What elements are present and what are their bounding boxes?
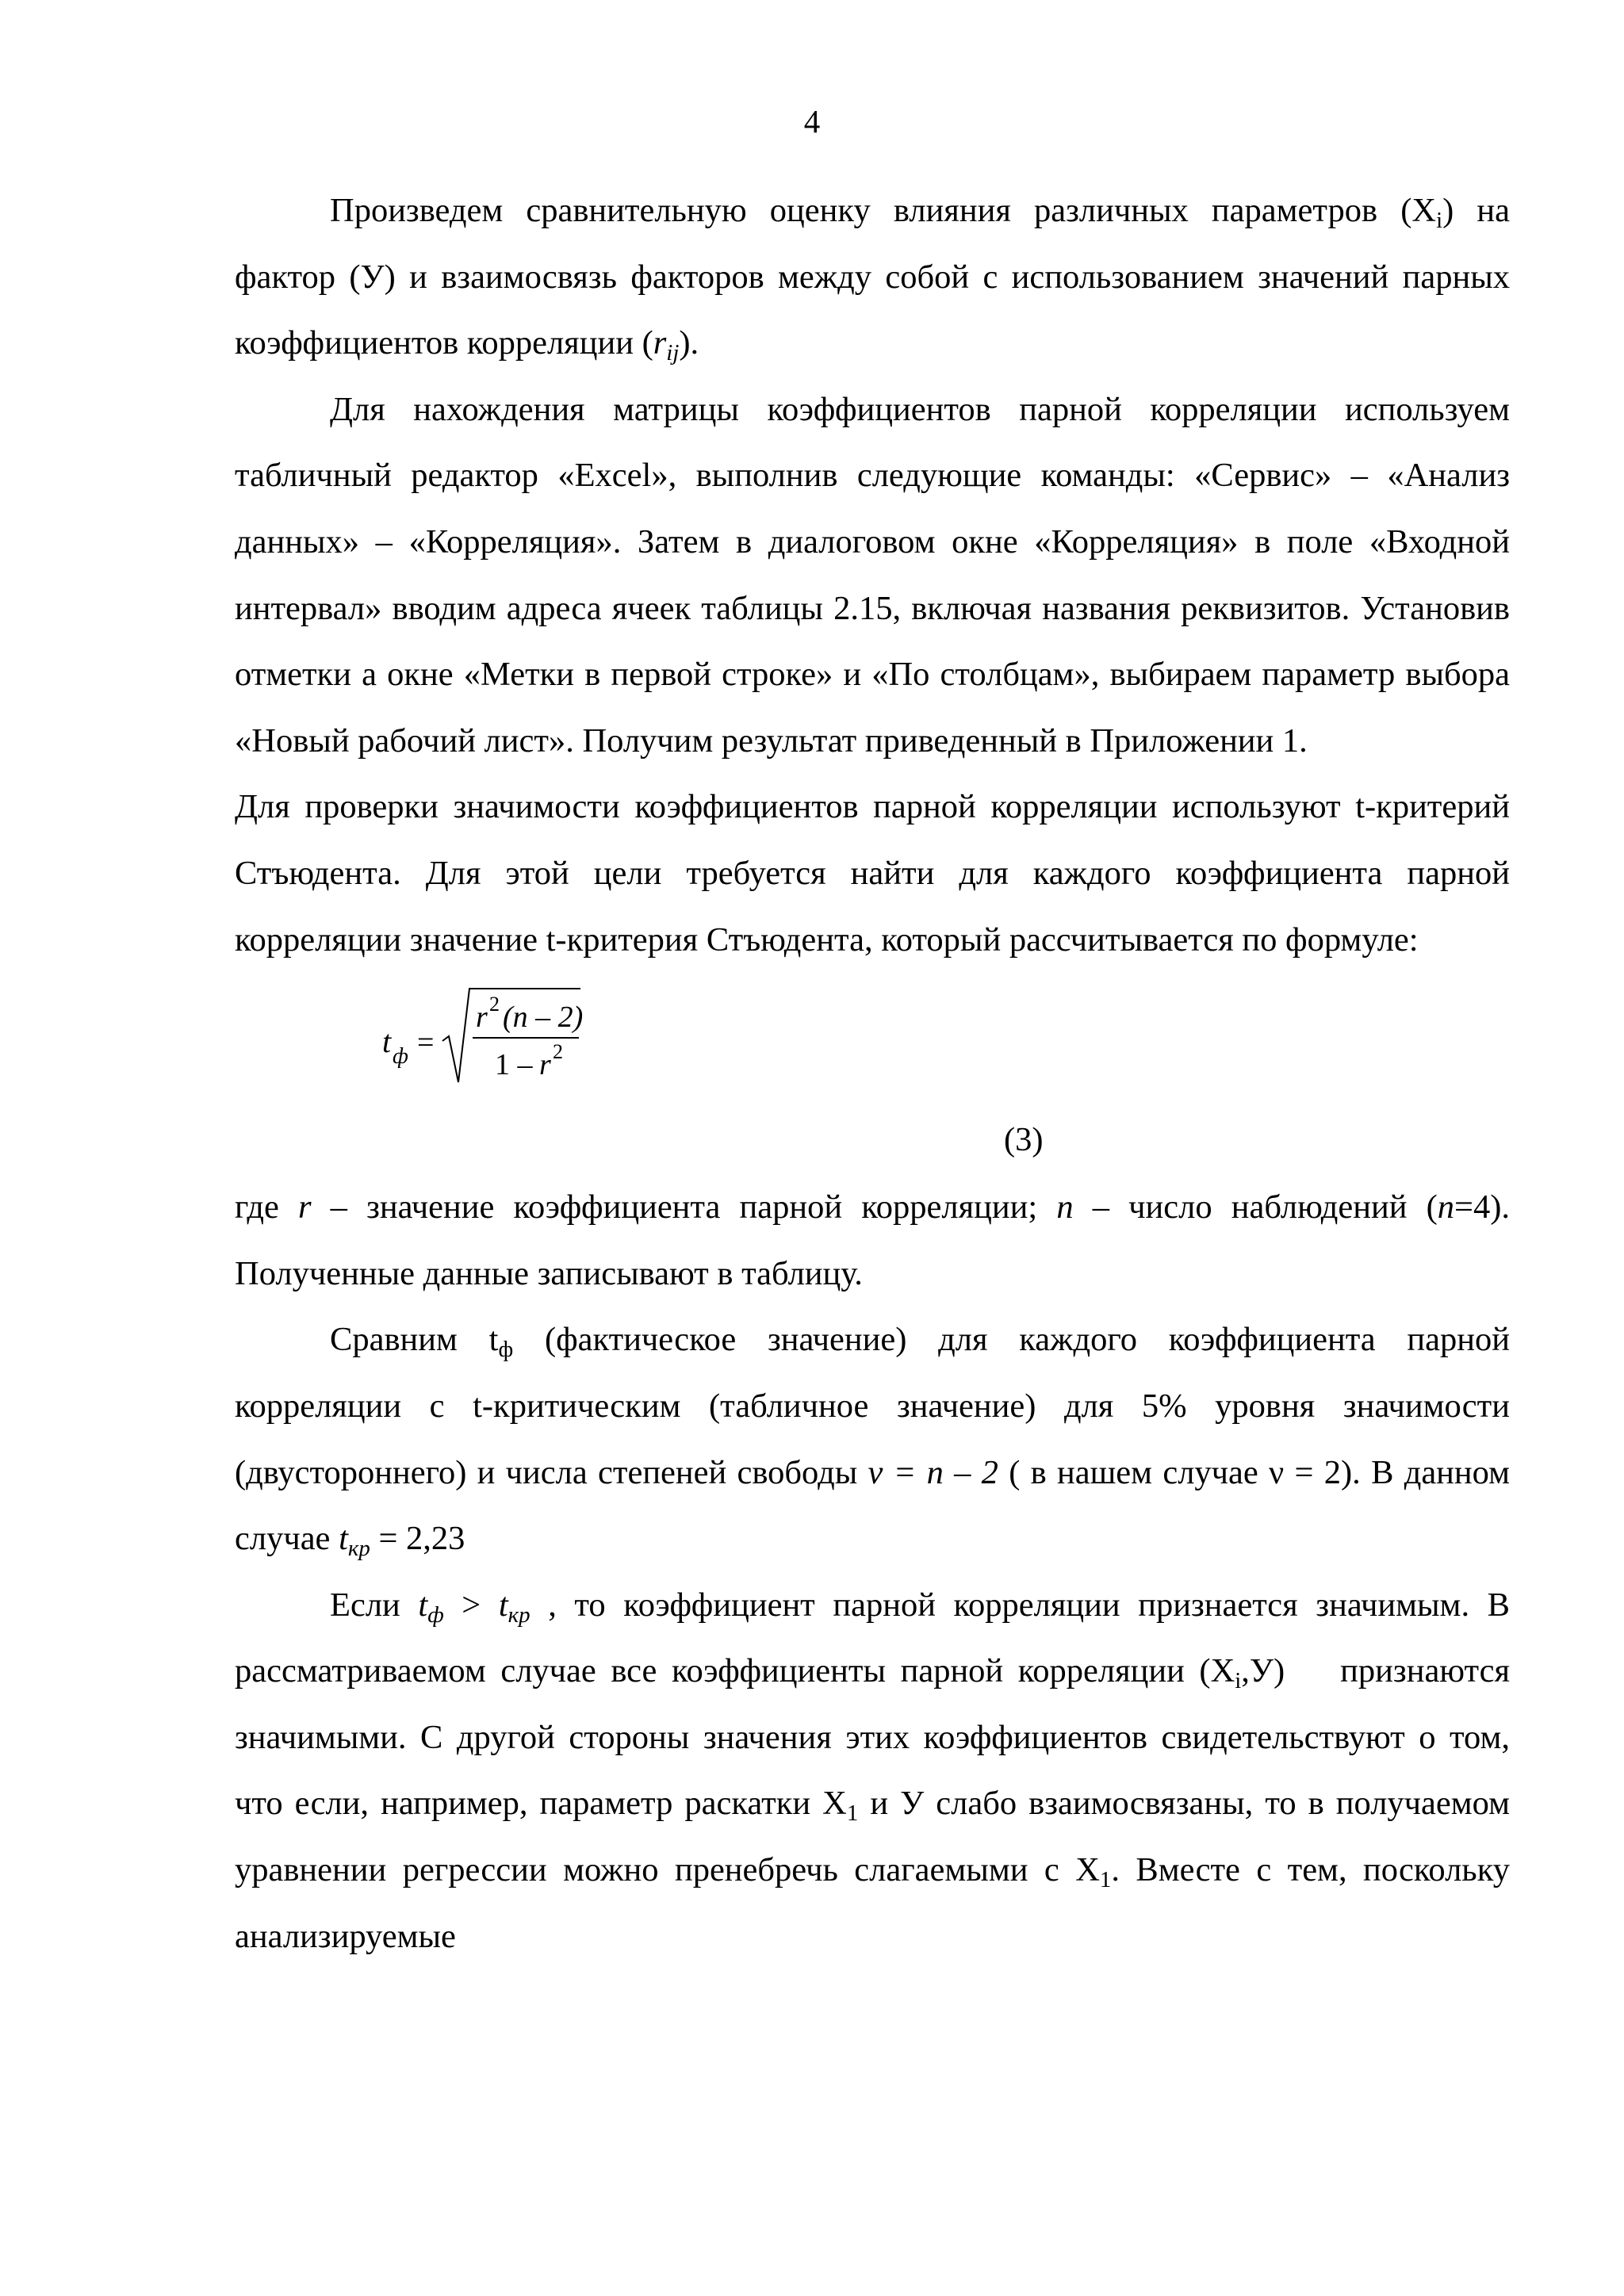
- p5-a-sub: ф: [498, 1337, 514, 1363]
- paragraph-2: Для нахождения матрицы коэффициентов парной корреляции используем табличный редактор «Excel», выполнив следующие команды: «Сервис» – «Анализ данных» – «Корреляция». Затем в диалоговом окне «Корреляция» в поле «Входной интервал» вводим адреса ячеек таблицы 2.15, включая названия реквизитов. Установив отметки а окне «Метки в первой строке» и «По столбцам», выбираем параметр выбора «Новый рабочий лист». Получим результат приведенный в Приложении 1.: [235, 390, 1510, 760]
- p5-t: t: [339, 1520, 348, 1558]
- denominator-exponent: 2: [553, 1040, 563, 1064]
- paragraph-4: [235, 1174, 1510, 1307]
- p1-text3: ).: [679, 324, 699, 362]
- p6-t2-sub: кр: [508, 1601, 530, 1628]
- formula-block: [235, 973, 1510, 1106]
- p6-gt: >: [443, 1586, 499, 1624]
- paragraph-5: [235, 1307, 1510, 1571]
- numerator-r: r: [476, 1001, 488, 1035]
- p6-b: , то коэффициент парной корреляции признается значимым. В рассматриваемом случае все коэффициенты парной корреляции (X: [235, 1586, 1511, 1690]
- p1-subscript: i: [1436, 208, 1443, 234]
- p1-r-subscript: ij: [666, 340, 680, 366]
- p4-c: – число наблюдений (: [1073, 1188, 1438, 1226]
- p5-a: Сравним t: [330, 1321, 499, 1359]
- denominator-one: 1 –: [495, 1048, 533, 1082]
- formula-lhs: t: [382, 1024, 392, 1060]
- p5-d: = 2,23: [370, 1520, 465, 1558]
- paragraph-6: [235, 1572, 1510, 1970]
- formula-lhs-subscript: ф: [393, 1044, 408, 1070]
- formula-equals: =: [417, 1026, 435, 1060]
- p4-b: – значение коэффициента парной корреляции;: [311, 1188, 1057, 1226]
- p1-text2: ) на фактор (У) и взаимосвязь факторов между собой с использованием значений парных коэффициентов корреляции (: [235, 192, 1510, 362]
- equation-number-row: [235, 1106, 1510, 1174]
- paragraph-1: [235, 178, 1510, 377]
- body-text: [235, 178, 1510, 1969]
- p6-c: ,У): [1241, 1652, 1285, 1690]
- p4-r: r: [297, 1188, 312, 1226]
- p4-d: =4). Полученные данные записывают в таблицу.: [235, 1188, 1510, 1292]
- page-number: 4: [803, 103, 821, 140]
- paragraph-3: Для проверки значимости коэффициентов парной корреляции используют t-критерий Стъюдента. Для этой цели требуется найти для каждого коэффициента парной корреляции значение t-критерия Стъюдента, который рассчитывается по формуле:: [235, 788, 1510, 959]
- numerator-rest: (n – 2): [503, 1001, 584, 1035]
- p5-c: ( в нашем случае ν = 2). В данном случае: [235, 1453, 1511, 1558]
- p6-t1-sub: ф: [427, 1601, 444, 1628]
- p6-e-sub: 1: [1099, 1867, 1112, 1893]
- p5-b: (фактическое значение) для каждого коэффициента парной корреляции с t-критическим (табличное значение) для 5% уровня значимости (двустороннего) и числа степеней свободы: [235, 1321, 1511, 1491]
- p5-t-sub: кр: [347, 1536, 370, 1562]
- denominator-r: r: [539, 1048, 551, 1082]
- numerator-exponent: 2: [489, 993, 500, 1016]
- p4-n: n: [1056, 1188, 1074, 1226]
- p6-b-sub: i: [1235, 1668, 1242, 1694]
- t-formula: [382, 981, 604, 1100]
- p6-t1: t: [418, 1586, 428, 1624]
- p1-text: Произведем сравнительную оценку влияния различных параметров (X: [330, 192, 1437, 229]
- p4-n2: n: [1437, 1188, 1454, 1226]
- p1-r-symbol: r: [653, 324, 667, 362]
- p6-e: и У слабо взаимосвязаны, то в получаемом уравнении регрессии можно пренебречь слагаемыми с X: [235, 1785, 1510, 1889]
- p6-d: признаются значимыми. С другой стороны значения этих коэффициентов свидетельствуют о том, что если, например, параметр раскатки X: [235, 1652, 1510, 1823]
- p6-a: Если: [330, 1586, 419, 1624]
- p4-a: где: [235, 1188, 298, 1226]
- p6-d-sub: 1: [846, 1800, 859, 1827]
- p5-v-formula: v = n – 2: [868, 1453, 998, 1491]
- p6-t2: t: [498, 1586, 508, 1624]
- equation-number: (3): [1004, 1121, 1044, 1159]
- p6-f: . Вместе с тем, поскольку анализируемые: [235, 1851, 1510, 1955]
